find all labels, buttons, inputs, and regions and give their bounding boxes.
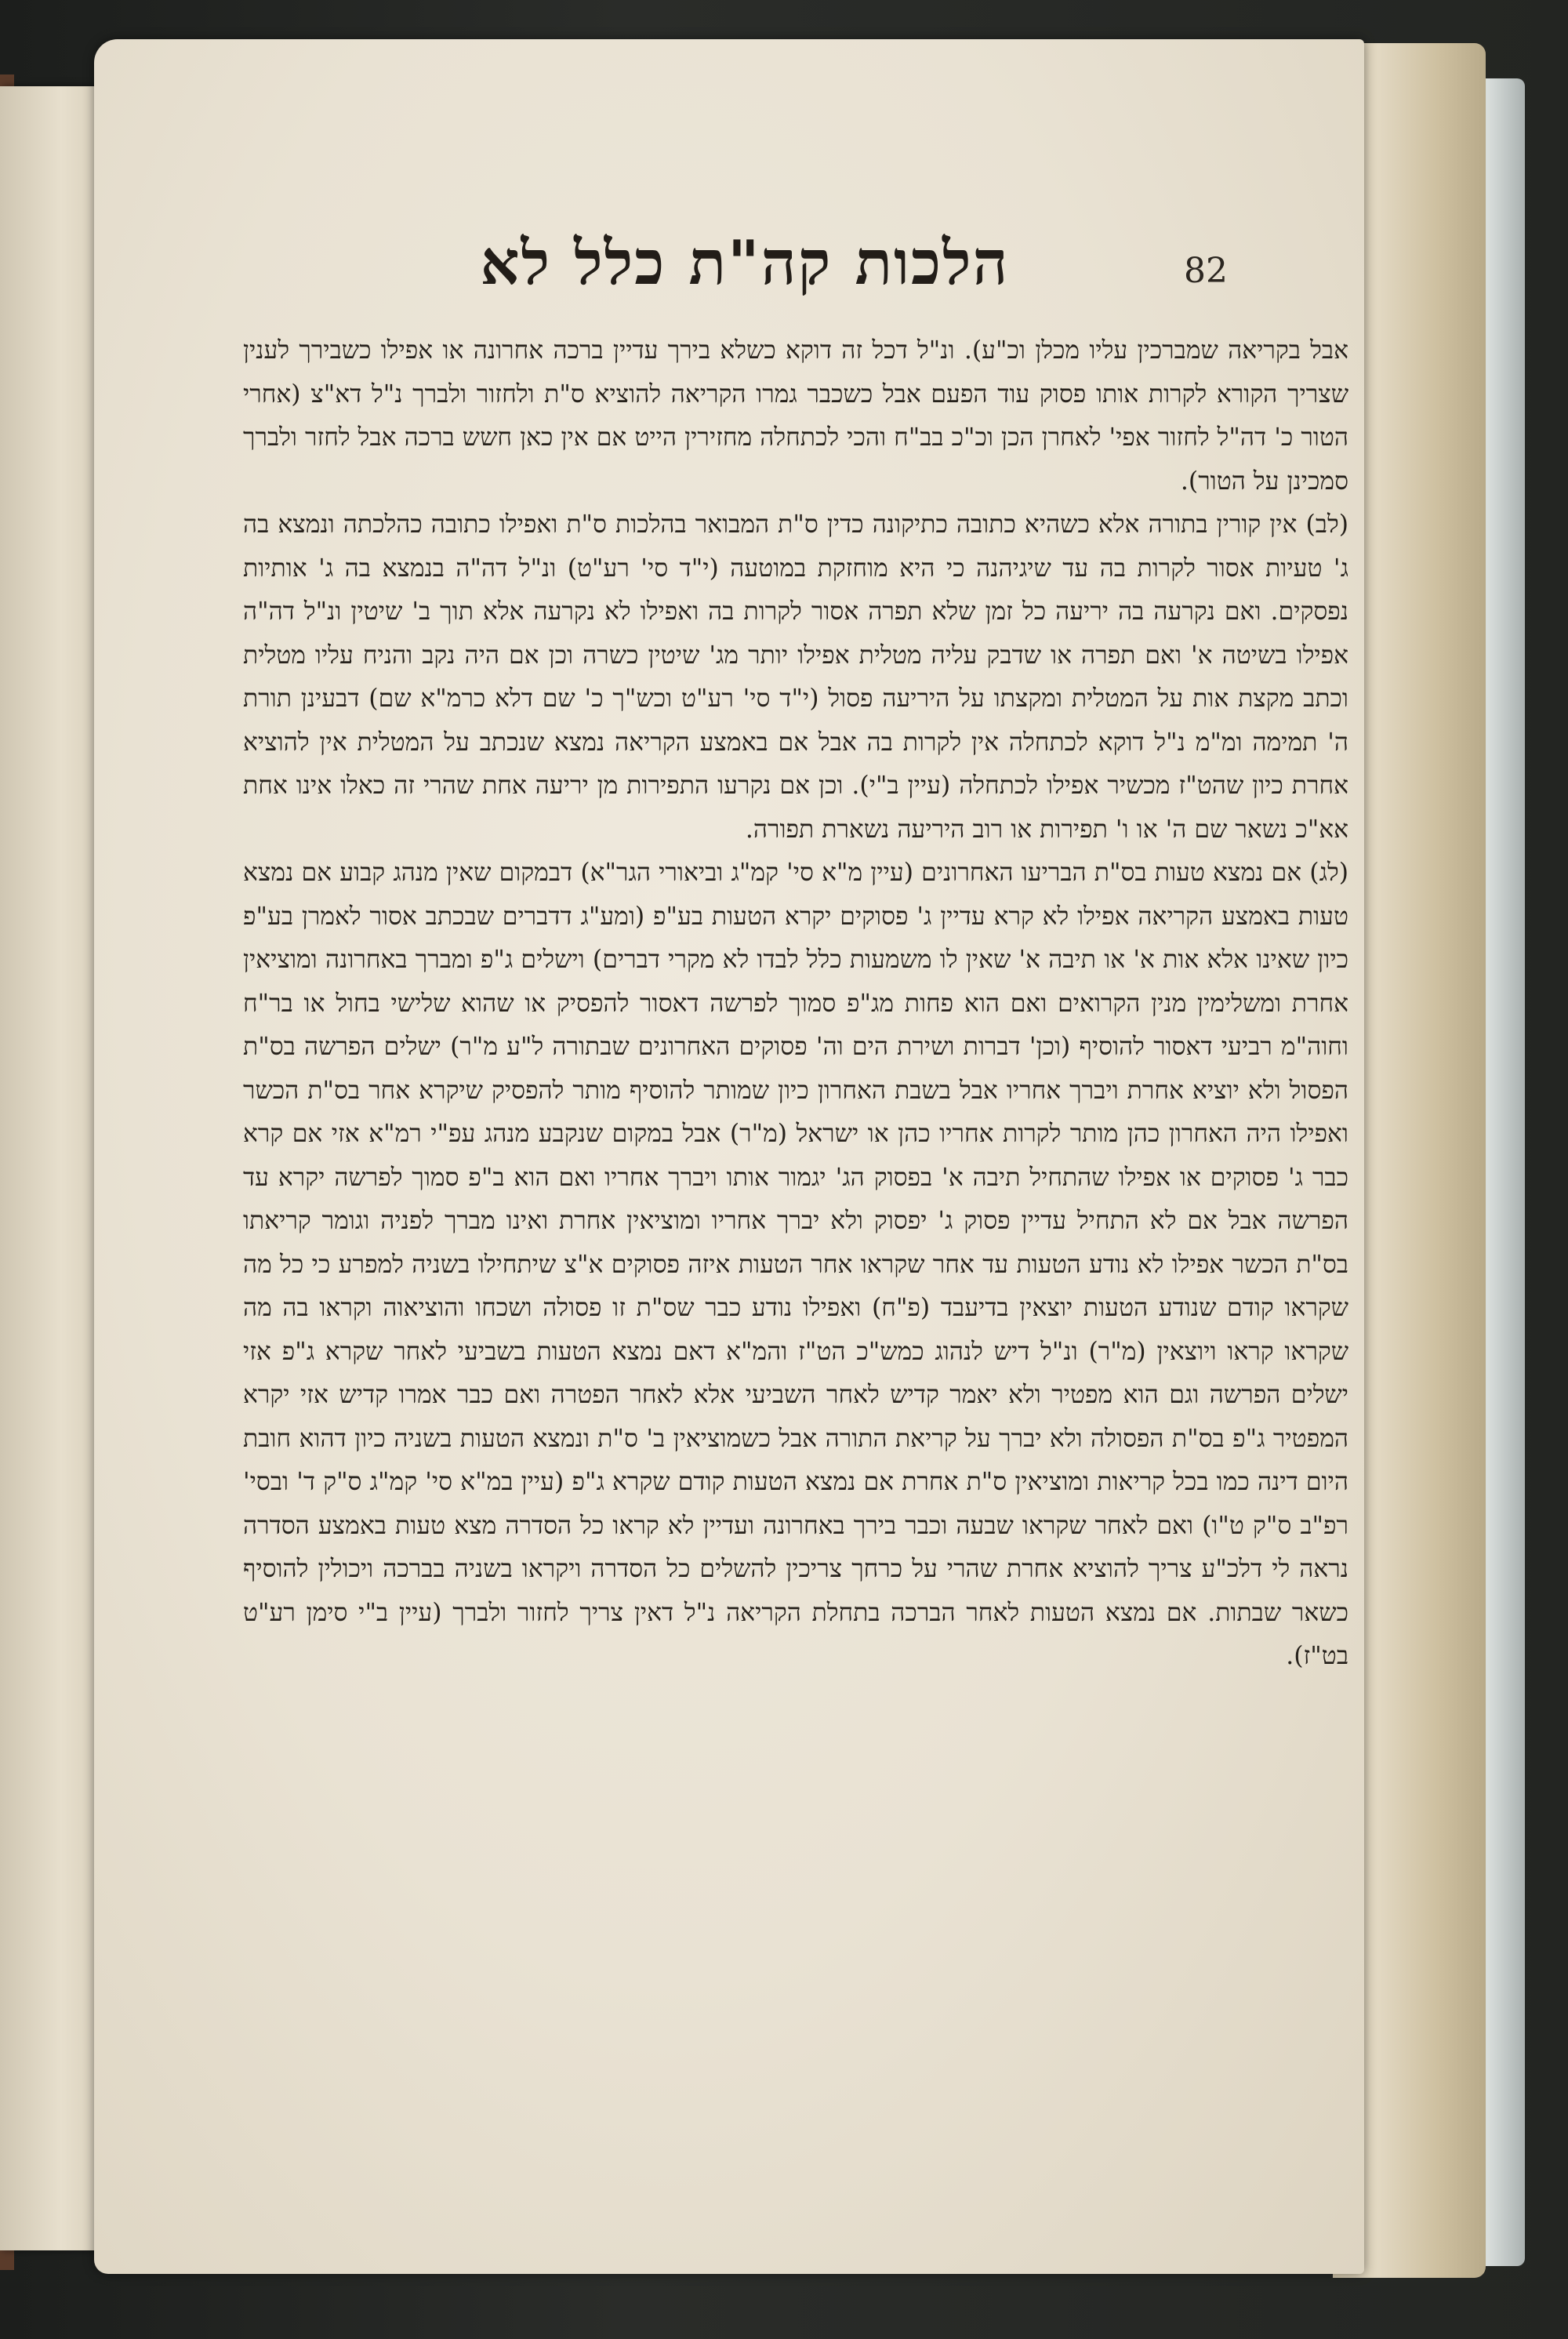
running-title: הלכות קה"ת כלל לא [480, 227, 1010, 299]
page-number: 82 [1184, 251, 1228, 291]
paragraph: (לב) אין קורין בתורה אלא כשהיא כתובה כתיקונה כדין ס"ת המבואר בהלכות ס"ת ואפילו כתובה כהלכתה ונמצא בה ג' טעיות אסור לקרות בה עד שיגיהנה כי היא מוחזקת במוטעה (י"ד סי' רע"ט) ונ"ל דה"ה בנמצא בה ג' אותיות נפסקים. ואם נקרעה בה יריעה כל זמן שלא תפרה אסור לקרות בה ואפילו לא נקרעה אלא תוך ב' שיטין ונ"ל דה"ה אפילו בשיטה א' ואם תפרה או שדבק עליה מטלית אפילו יותר מג' שיטין כשרה וכן אם היה נקב והניח עליו מטלית וכתב מקצת אות על המטלית ומקצתו על היריעה פסול (י"ד סי' רע"ט וכש"ך כ' שם דלא כרמ"א שם) דבעינן תורת ה' תמימה ומ"מ נ"ל דוקא לכתחלה אין לקרות בה אבל אם באמצע הקריאה נמצא שנכתב על המטלית אין להוציא אחרת כיון שהט"ז מכשיר אפילו לכתחלה (עיין ב"י). וכן אם נקרעו התפירות מן יריעה אחת שהרי זה כאלו אינו אחת אא"כ נשאר שם ה' או ו' תפירות או רוב היריעה נשארת תפורה. [243, 510, 1348, 844]
body-text [243, 329, 1348, 1679]
paragraph: אבל בקריאה שמברכין עליו מכלן וכ"ע). ונ"ל דכל זה דוקא כשלא בירך עדיין ברכה אחרונה או אפילו כשבירך לענין שצריך הקורא לקרות אותו פסוק עוד הפעם אבל כשכבר גמרו הקריאה להוציא ס"ת ולחזור ולברך נ"ל דא"צ (אחרי הטור כ' דה"ל לחזור אפי' לאחרן הכן וכ"כ בב"ח והכי לכתחלה מחזירין הייט אם אין כאן חשש ברכה אבל לחזר ולברך סמכינן על הטור). [243, 336, 1348, 496]
paragraph: (לג) אם נמצא טעות בס"ת הבריעו האחרונים (עיין מ"א סי' קמ"ג וביאורי הגר"א) דבמקום שאין מנהג קבוע אם נמצא טעות באמצע הקריאה אפילו לא קרא עדיין ג' פסוקים יקרא הטעות בע"פ (ומע"ג דדברים שבכתב אסור לאמרן בע"פ כיון שאינו אלא אות א' או תיבה א' שאין לו משמעות כלל לבדו לא מקרי דברים) וישלים ג"פ ומברך באחרונה ומוציאין אחרת ומשלימין מנין הקרואים ואם הוא פחות מג"פ סמוך לפרשה דאסור להפסיק או שהוא שלישי בחול או בר"ח וחוה"מ רביעי דאסור להוסיף (וכן' דברות ושירת הים וה' פסוקים האחרונים שבתורה ל"ע מ"ר) ישלים הפרשה בס"ת הפסול ולא יוציא אחרת ויברך אחריו אבל בשבת האחרון כיון שמותר להוסיף מותר להפסיק שיקרא אחר בס"ת הכשר ואפילו היה האחרון כהן מותר לקרות אחריו כהן או ישראל (מ"ר) אבל במקום שנקבע מנהג עפ"י רמ"א אזי אם קרא כבר ג' פסוקים או אפילו שהתחיל תיבה א' בפסוק הג' יגמור אותו ויברך אחריו ואם הוא ב"פ סמוך לפרשה יקרא עד הפרשה אבל אם לא התחיל עדיין פסוק ג' יפסוק ולא יברך אחריו ומוציאין אחרת ואינו מברך לפניה וגומר קריאתו בס"ת הכשר אפילו לא נודע הטעות עד אחר שקראו אחר הטעות איזה פסוקים א"צ שיתחילו בשניה למפרע כי כל מה שקראו קודם שנודע הטעות יוצאין בדיעבד (פ"ח) ואפילו נודע כבר שס"ת זו פסולה ושכחו והוציאוה וקראו בה מה שקראו קראו ויוצאין (מ"ר) ונ"ל דיש לנהוג כמש"כ הט"ז והמ"א דאם נמצא הטעות בשביעי לאחר שקרא ג"פ אזי ישלים הפרשה וגם הוא מפטיר ולא יאמר קדיש לאחר השביעי אלא לאחר הפטרה ואם כבר אמרו קדיש אזי יקרא המפטיר ג"פ בס"ת הפסולה ולא יברך על קריאת התורה אבל כשמוציאין ב' ס"ת ונמצא הטעות בשניה כיון דהוא חובת היום דינה כמו בכל קריאות ומוציאין ס"ת אחרת אם נמצא הטעות קודם שקרא ג"פ (עיין במ"א סי' קמ"ג ס"ק ד' ובסי' רפ"ב ס"ק ט"ו) ואם לאחר שקראו שבעה וכבר בירך באחרונה ועדיין לא קראו כל הסדרה מצא טעות באמצע הסדרה נראה לי דלכ"ע צריך להוציא אחרת שהרי על כרחך צריכין להשלים כל הסדרה ויקראו בשניה בברכה ויכולין להוסיף כשאר שבתות. אם נמצא הטעות לאחר הברכה בתחלת הקריאה נ"ל דאין צריך לחזור ולברך (עיין ב"י סימן רע"ט בט"ז). [243, 859, 1348, 1670]
page-header [94, 212, 1364, 314]
book-page [94, 39, 1364, 2274]
left-page-edge [0, 86, 102, 2250]
